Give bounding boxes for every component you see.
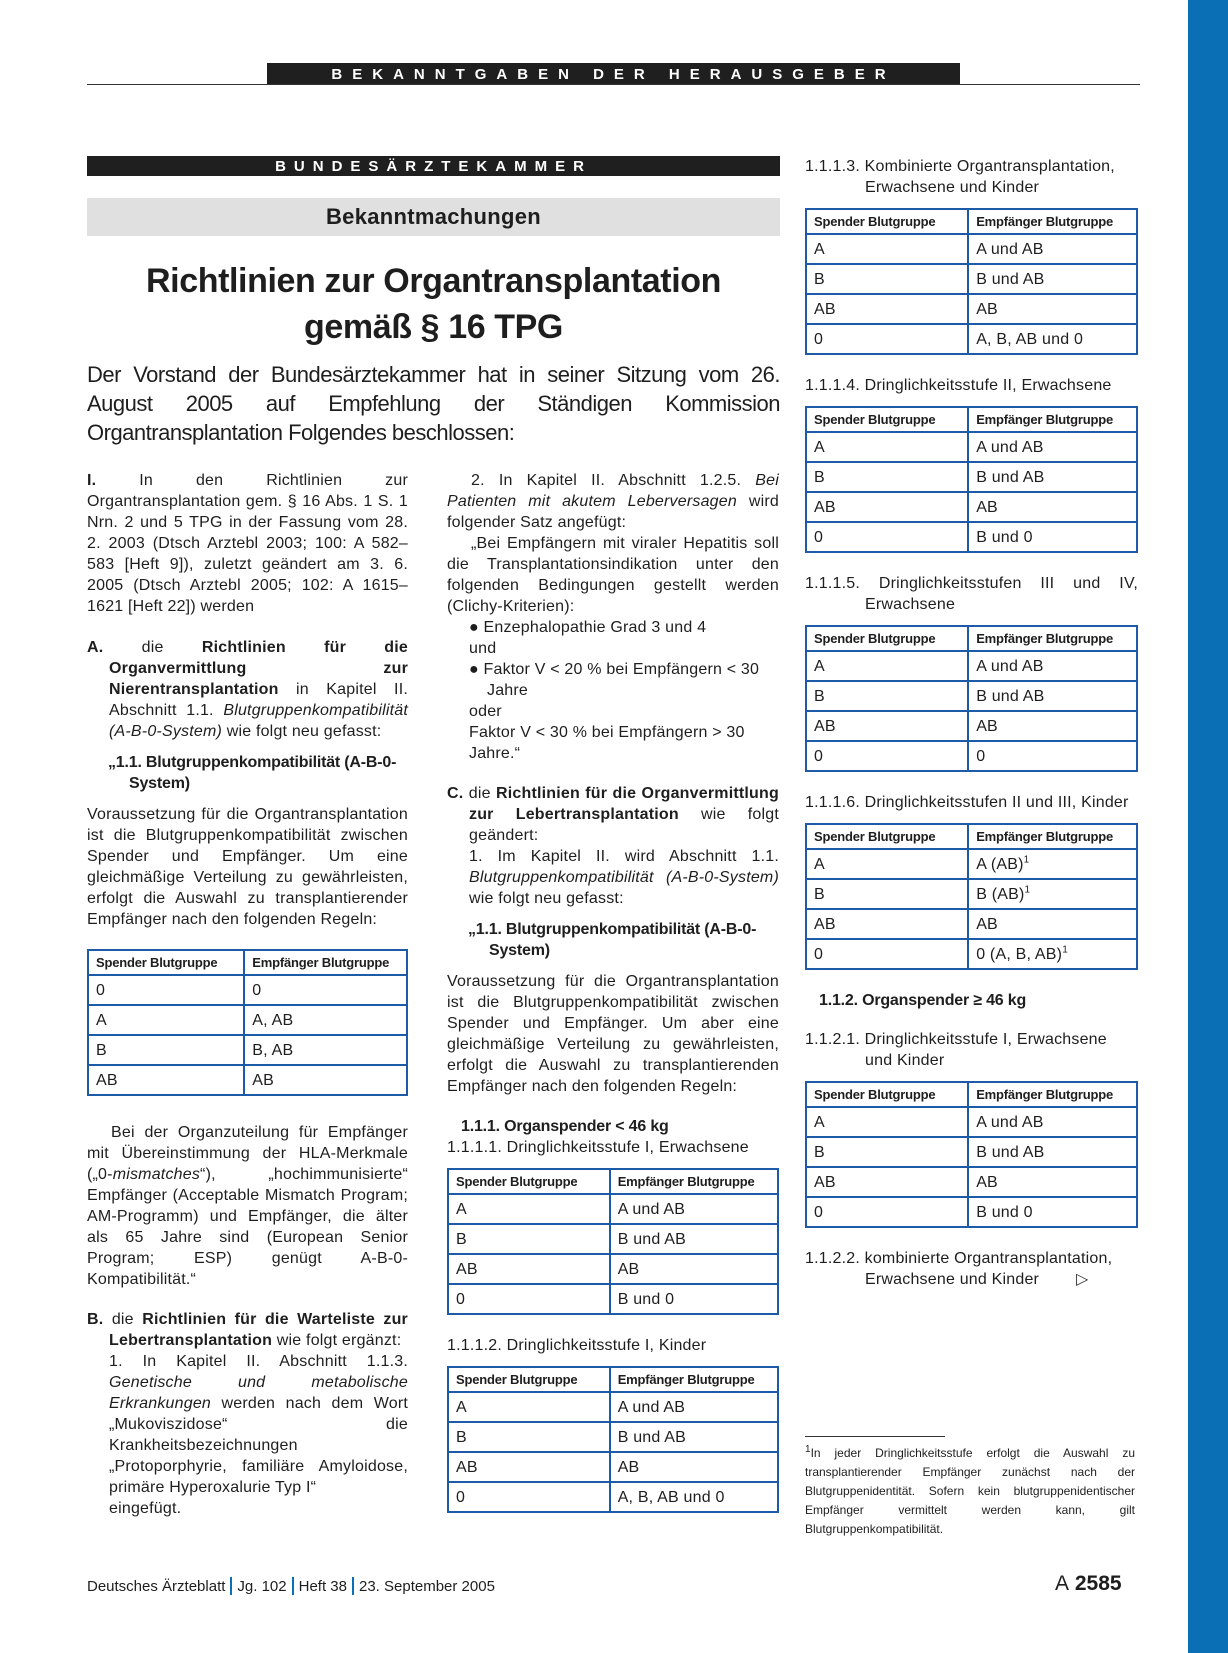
section-b-diseases: „Protoporphyrie, familiäre Amyloidose, primäre Hyperoxalurie Typ I“ bbox=[109, 1458, 408, 1496]
table-row: B B und AB bbox=[448, 1224, 778, 1254]
table-1-1-2-1: Spender Blutgruppe Empfänger Blutgruppe A A und AB B B und AB AB AB 0 B und 0 bbox=[805, 1081, 1138, 1228]
subheading-1-1-1-1: 1.1.1.1. Dringlichkeitsstufe I, Erwachsene bbox=[447, 1139, 749, 1156]
volume: Jg. 102 bbox=[237, 1577, 287, 1595]
paragraph-voraussetzung: Voraussetzung für die Organtransplantation ist die Blutgruppenkompatibilität zwischen Spender und Empfänger. Um eine gleichmäßige Verteilung zu gewährleisten, erfolgt die Auswahl zu transplantierender Empfänger nach den folgenden Regeln: bbox=[87, 806, 408, 928]
section-c: C. die Richtlinien für die Organvermittlung zur Lebertransplantation wie folgt geändert: bbox=[447, 785, 779, 844]
subheading-1-1-2-2: 1.1.2.2. kombinierte Organtransplantation, Erwachsene und Kinder ▷ bbox=[805, 1250, 1113, 1288]
footer bbox=[87, 1577, 495, 1595]
column-2: 2. In Kapitel II. Abschnitt 1.2.5. Bei Patienten mit akutem Leberversagen wird folgender Satz angefügt: „Bei Empfängern mit viraler Hepatitis soll die Transplantationsindikation unter den folgenden Bedingungen gestellt werden (Clichy-Kriterien): ● Enzephalopathie Grad 3 und 4 und ● Faktor V < 20 % bei Empfängern < 30 Jahre oder Faktor V < 30 % bei Empfängern > 30 Jahre.“ C. die Richtlinien für die Organvermittlung zur Lebertransplantation wie folgt geändert: 1. Im Kapitel II. wird Abschnitt 1.1. Blutgruppenkompatibilität (A-B-0-System) wie folgt neu gefasst: „1.1. Blutgruppenkompatibilität (A-B-0-System) Voraussetzung für die Organtransplantation ist die Blutgruppenkompatibilität zwischen Spender und Empfänger. Um aber eine gleichmäßige Verteilung zu gewährleisten, erfolgt die Auswahl zu transplantierenden Empfänger nach den folgenden Regeln: 1.1.1. Organspender < 46 kg 1.1.1.1. Dringlichkeitsstufe I, Erwachsene Spender Blutgruppe Empfänger Blutgruppe A A und AB B B und AB AB AB 0 B und 0 1.1.1.2. Dringlichkeitsstufe I, Kinder Spender Blutgruppe Empfänger Blutgruppe A A und AB B B und AB AB AB 0 A, B, AB und 0 bbox=[447, 470, 779, 1513]
title-line-1: Richtlinien zur Organtransplantation bbox=[146, 262, 721, 300]
table-row: B B und AB bbox=[806, 462, 1137, 492]
table-1-1-1-6: Spender Blutgruppe Empfänger Blutgruppe A A (AB)$^1$ B B (AB)$^1$ AB AB 0 0 (A, B, AB)$^1$ bbox=[805, 823, 1138, 970]
table-row: B B und AB bbox=[448, 1422, 778, 1452]
page-number: A 2585 bbox=[1055, 1572, 1122, 1595]
section-b-item-2: 2. In Kapitel II. Abschnitt 1.2.5. Bei Patienten mit akutem Leberversagen wird folgender Satz angefügt: bbox=[447, 472, 779, 531]
table-1-1-1-4: Spender Blutgruppe Empfänger Blutgruppe A A und AB B B und AB AB AB 0 B und 0 bbox=[805, 406, 1138, 553]
lead-paragraph: Der Vorstand der Bundesärztekammer hat in seiner Sitzung vom 26. August 2005 auf Empfehlung der Ständigen Kommission Organtransplantation Folgendes beschlossen: bbox=[87, 362, 780, 445]
table-1-1-1-5: Spender Blutgruppe Empfänger Blutgruppe A A und AB B B und AB AB AB 0 0 bbox=[805, 625, 1138, 772]
table-row: 0 B und 0 bbox=[806, 522, 1137, 552]
footer-divider bbox=[230, 1577, 232, 1595]
table-row: B B und AB bbox=[806, 1137, 1137, 1167]
quote-hepatitis: „Bei Empfängern mit viraler Hepatitis soll die Transplantationsindikation unter den folgenden Bedingungen gestellt werden (Clichy-Kriterien): bbox=[447, 535, 779, 615]
table-row: B B und AB bbox=[806, 681, 1137, 711]
footnote-rule bbox=[805, 1436, 945, 1437]
table-row: A A (AB)$^1$ bbox=[806, 849, 1137, 879]
table-row: AB AB bbox=[448, 1254, 778, 1284]
table-row: A A und AB bbox=[806, 1107, 1137, 1137]
intro-text: In den Richtlinien zur Organtransplantation gem. § 16 Abs. 1 S. 1 Nrn. 2 und 5 TPG in der Fassung vom 28. 2. 2003 (Dtsch Arztebl 2003; 100: A 582–583 [Heft 9]), zuletzt geändert am 3. 6. 2005 (Dtsch Arztebl 2005; 102: A 1615–1621 [Heft 22]) werden bbox=[87, 472, 408, 615]
table-niere: Spender Blutgruppe Empfänger Blutgruppe 0 0 A A, AB B B, AB AB AB bbox=[87, 949, 408, 1096]
table-row: A A und AB bbox=[806, 651, 1137, 681]
subheading-1-1-1-5: 1.1.1.5. Dringlichkeitsstufen III und IV, Erwachsene bbox=[805, 575, 1138, 613]
table-row: AB AB bbox=[806, 492, 1137, 522]
page-title bbox=[87, 258, 780, 350]
faktor-line: Faktor V < 30 % bei Empfängern > 30 Jahre.“ bbox=[469, 724, 745, 762]
journal-name: Deutsches Ärzteblatt bbox=[87, 1577, 226, 1595]
issue-date: 23. September 2005 bbox=[359, 1577, 495, 1595]
paragraph-voraussetzung-leber: Voraussetzung für die Organtransplantation ist die Blutgruppenkompatibilität zwischen Spender und Empfänger. Um aber eine gleichmäßige Verteilung zu gewährleisten, erfolgt die Auswahl zu transplantierenden Empfänger nach den folgenden Regeln: bbox=[447, 973, 779, 1095]
kicker: Bekanntmachungen bbox=[87, 198, 780, 236]
table-row: A A und AB bbox=[806, 432, 1137, 462]
running-header: BEKANNTGABEN DER HERAUSGEBER bbox=[267, 63, 960, 85]
table-row: A A und AB bbox=[806, 234, 1137, 264]
heading-1-1-leber: „1.1. Blutgruppenkompatibilität (A-B-0-System) bbox=[468, 921, 757, 959]
table-row: AB AB bbox=[448, 1452, 778, 1482]
issue: Heft 38 bbox=[298, 1577, 347, 1595]
table-row: 0 0 (A, B, AB)$^1$ bbox=[806, 939, 1137, 969]
subheading-1-1-1-3: 1.1.1.3. Kombinierte Organtransplantation, Erwachsene und Kinder bbox=[805, 158, 1115, 196]
table-row: 0 0 bbox=[88, 975, 407, 1005]
bullet-icon: ● bbox=[469, 661, 484, 678]
section-b-end: eingefügt. bbox=[109, 1500, 182, 1517]
table-row: B B (AB)$^1$ bbox=[806, 879, 1137, 909]
table-row: 0 B und 0 bbox=[806, 1197, 1137, 1227]
table-row: 0 0 bbox=[806, 741, 1137, 771]
table-row: AB AB bbox=[88, 1065, 407, 1095]
subheading-1-1-1-6: 1.1.1.6. Dringlichkeitsstufen II und III, Kinder bbox=[805, 794, 1129, 811]
table-1-1-1-1: Spender Blutgruppe Empfänger Blutgruppe A A und AB B B und AB AB AB 0 B und 0 bbox=[447, 1168, 779, 1315]
header-rule bbox=[87, 84, 1140, 85]
subheading-1-1-2-1: 1.1.2.1. Dringlichkeitsstufe I, Erwachsene und Kinder bbox=[805, 1031, 1107, 1069]
bullet-faktor: ● Faktor V < 20 % bei Empfängern < 30 Jahre bbox=[469, 661, 760, 699]
table-row: AB AB bbox=[806, 1167, 1137, 1197]
subheading-1-1-1-2: 1.1.1.2. Dringlichkeitsstufe I, Kinder bbox=[447, 1337, 707, 1354]
table-row: B B, AB bbox=[88, 1035, 407, 1065]
title-line-2: gemäß § 16 TPG bbox=[304, 308, 563, 346]
subheading-1-1-1-4: 1.1.1.4. Dringlichkeitsstufe II, Erwachsene bbox=[805, 377, 1112, 394]
section-band: BUNDESÄRZTEKAMMER bbox=[87, 156, 780, 176]
column-1 bbox=[87, 470, 408, 1519]
section-c-item-1: 1. Im Kapitel II. wird Abschnitt 1.1. Blutgruppenkompatibilität (A-B-0-System) wie folgt neu gefasst: bbox=[469, 848, 779, 907]
column-3 bbox=[805, 156, 1138, 1290]
table-row: A A und AB bbox=[448, 1194, 778, 1224]
table-row: AB AB bbox=[806, 294, 1137, 324]
table-1-1-1-3: Spender Blutgruppe Empfänger Blutgruppe A A und AB B B und AB AB AB 0 A, B, AB und 0 bbox=[805, 208, 1138, 355]
footer-divider bbox=[352, 1577, 354, 1595]
bullet-enzephalopathie: ● Enzephalopathie Grad 3 und 4 bbox=[469, 619, 707, 636]
footer-divider bbox=[292, 1577, 294, 1595]
table-row: 0 B und 0 bbox=[448, 1284, 778, 1314]
edge-color-bar bbox=[1188, 0, 1228, 1653]
paragraph-organzuteilung: Bei der Organzuteilung für Empfänger mit Übereinstimmung der HLA-Merkmale („0-mismatches“), „hochimmunisierte“ Empfänger (Acceptable Mismatch Program; AM-Programm) und Empfänger, die älter als 65 Jahre sind (European Senior Program; ESP) genügt A-B-0-Kompatibilität.“ bbox=[87, 1124, 408, 1288]
table-row: 0 A, B, AB und 0 bbox=[448, 1482, 778, 1512]
table-row: AB AB bbox=[806, 711, 1137, 741]
bullet-icon: ● bbox=[469, 619, 484, 636]
heading-1-1-1: 1.1.1. Organspender < 46 kg bbox=[461, 1118, 669, 1135]
table-row: 0 A, B, AB und 0 bbox=[806, 324, 1137, 354]
table-row: AB AB bbox=[806, 909, 1137, 939]
table-row: A A, AB bbox=[88, 1005, 407, 1035]
section-a: A. die Richtlinien für die Organvermittlung zur Nierentransplantation in Kapitel II. Abschnitt 1.1. Blutgruppenkompatibilität (A-B-0-System) wie folgt neu gefasst: bbox=[87, 639, 408, 740]
footnote: $^1$In jeder Dringlichkeitsstufe erfolgt die Auswahl zu transplantierender Empfänger zunächst nach der Blutgruppenidentität. Sofern kein blutgruppenidentischer Empfänger vermittelt werden kann, gilt Blutgruppenkompatibilität. bbox=[805, 1444, 1135, 1536]
heading-1-1-2: 1.1.2. Organspender ≥ 46 kg bbox=[819, 992, 1027, 1009]
table-1-1-1-2: Spender Blutgruppe Empfänger Blutgruppe A A und AB B B und AB AB AB 0 A, B, AB und 0 bbox=[447, 1366, 779, 1513]
section-b-item-1: 1. In Kapitel II. Abschnitt 1.1.3. Genetische und metabolische Erkrankungen werden nach dem Wort „Mukoviszidose“ die Krankheitsbezeichnungen bbox=[109, 1353, 408, 1454]
table-row: B B und AB bbox=[806, 264, 1137, 294]
table-row: A A und AB bbox=[448, 1392, 778, 1422]
roman-numeral: I. bbox=[87, 472, 97, 489]
section-b: B. die Richtlinien für die Warteliste zur Lebertransplantation wie folgt ergänzt: bbox=[87, 1311, 408, 1349]
heading-1-1: „1.1. Blutgruppenkompatibilität (A-B-0-System) bbox=[108, 754, 397, 792]
